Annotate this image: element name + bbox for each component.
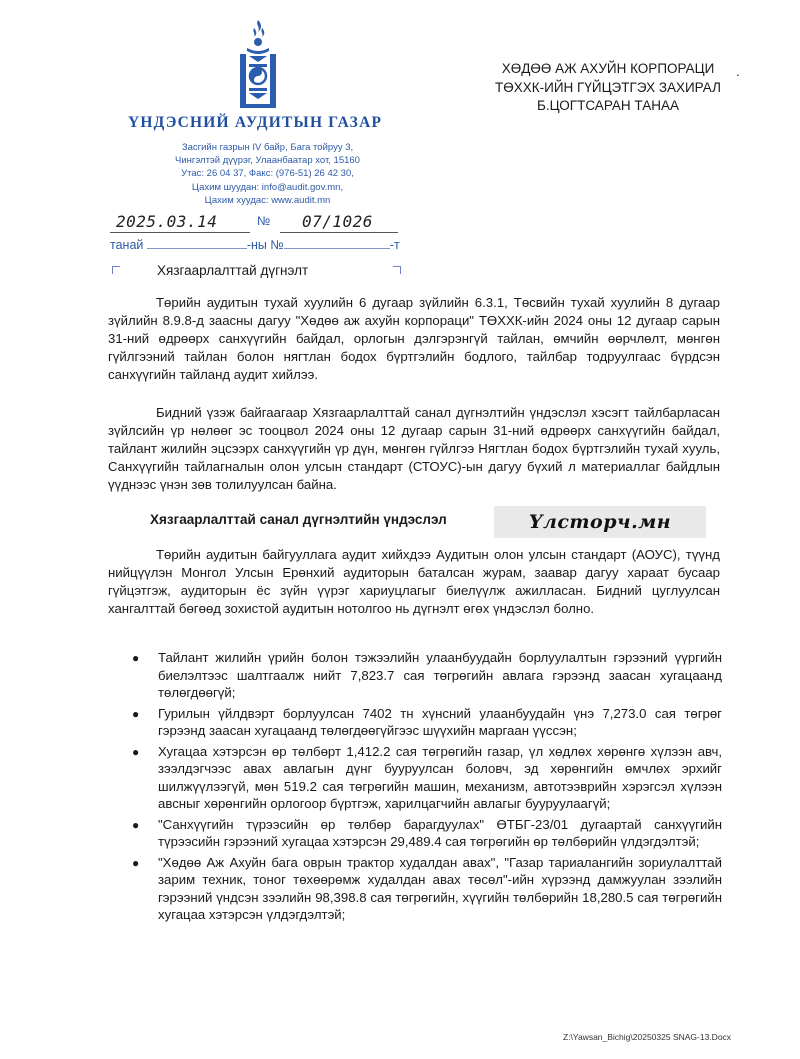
list-item bbox=[130, 743, 722, 813]
paragraph: Төрийн аудитын тухай хуулийн 6 дугаар зүйлийн 6.3.1, Төсвийн тухай хуулийн 8 дугаар зүйлийн 8.9.8-д заасны дагуу "Хөдөө аж ахуйн корпораци" ТӨХХК-ийн 2024 оны 12 дугаар сарын 31-ний өдрөөрх санхүүгийн байдал, орлогын дэлгэрэнгүй тайлан, өмчийн өөрчлөлт, мөнгөн гүйлгээний тайлан болон нягтлан бодох бүртгэлийн бодлого, тайлбар тодруулгаас бүрдсэн санхүүгийн тайланд аудит хийлээ. bbox=[108, 295, 720, 383]
agency-website-line: Цахим хуудас: www.audit.mn bbox=[204, 194, 331, 206]
subject-corner-mark bbox=[393, 266, 401, 274]
agency-address-line: Чингэлтэй дүүрэг, Улаанбаатар хот, 15160 bbox=[175, 155, 360, 167]
bullet-icon: ● bbox=[132, 855, 140, 870]
bullet-icon: ● bbox=[132, 651, 140, 665]
recipient-line: ТӨХХК-ИЙН ГҮЙЦЭТГЭХ ЗАХИРАЛ bbox=[495, 79, 721, 95]
reference-line bbox=[110, 238, 400, 252]
recipient-line: ХӨДӨӨ АЖ АХУЙН КОРПОРАЦИ bbox=[501, 61, 715, 76]
subject-corner-mark bbox=[112, 266, 120, 274]
document-heading: Хязгаарлалттай дүгнэлт bbox=[157, 263, 309, 278]
list-item bbox=[130, 649, 722, 702]
bullet-icon: ● bbox=[132, 744, 140, 759]
agency-phone-line: Утас: 26 04 37, Факс: (976-51) 26 42 30, bbox=[181, 168, 354, 180]
bullet-icon: ● bbox=[132, 706, 140, 721]
date-underline bbox=[110, 232, 250, 233]
letter-date: 2025.03.14 bbox=[116, 212, 218, 231]
reference-prefix: танай bbox=[110, 238, 144, 252]
paragraph: Төрийн аудитын байгууллага аудит хийхдээ Аудитын олон улсын стандарт (АОУС), түүнд нийцүүлэн Монгол Улсын Ерөнхий аудиторын баталсан журам, заавар дагуу хараат бусаар гүйцэтгэж, аудиторын ёс зүйн үүрэг хариуцлагыг биелүүлж ажилласан. Бидний цуглуулсан хангалттай бөгөөд зохистой аудитын нотолгоо нь дүгнэлт өгөх үндэслэл болно. bbox=[108, 547, 720, 617]
agency-address-line: Засгийн газрын IV байр, Бага тойруу 3, bbox=[181, 142, 354, 153]
number-underline bbox=[280, 232, 398, 233]
recipient-block bbox=[478, 60, 738, 116]
soyombo-emblem-icon bbox=[232, 18, 284, 110]
list-item bbox=[130, 705, 722, 740]
agency-name: ҮНДЭСНИЙ АУДИТЫН ГАЗАР bbox=[128, 114, 383, 131]
list-item-text: "Хөдөө Аж Ахуйн бага оврын трактор худалдан авах", "Газар тариалангийн зориулалттай зарим техник, тоног төхөөрөмж худалдан авах төсөл"-ийн хүрээнд дамжуулан зээлийн гэрээний үндсэн зээлийн 98,398.8 сая төгрөгийн, хүүгийн төлбөрийн 18,280.5 сая төгрөгийн хугацаа хэтэрсэн үлдэгдэлтэй; bbox=[158, 854, 722, 922]
list-item-text: Хугацаа хэтэрсэн өр төлбөрт 1,412.2 сая төгрөгийн газар, үл хөдлөх хөрөнгө хүлээн авч, зээлдэгчээс авах авлагын дүнг бууруулсан боловч, эд хөрөнгийн өмчлөх эрхийг шилжүүлээгүй, мөн 519.2 сая төгрөгийн машин, механизм, автотээврийн хэрэгсэл хүлээн авсныг хөрөнгийн орлогоор бүртгэж, харилцагчийн авлагыг бууруулаагүй; bbox=[158, 743, 722, 811]
agency-email-line: Цахим шуудан: info@audit.gov.mn, bbox=[191, 181, 344, 193]
section-heading: Хязгаарлалттай санал дүгнэлтийн үндэслэл bbox=[150, 512, 447, 527]
reference-mid: -ны № bbox=[246, 238, 284, 252]
watermark-logo: Үлсторч.мн bbox=[494, 506, 706, 538]
stray-mark: . bbox=[736, 64, 740, 79]
letter-number: 07/1026 bbox=[302, 212, 373, 231]
letter-number-label: № bbox=[257, 214, 271, 228]
reference-suffix: -т bbox=[389, 238, 400, 252]
list-item-text: Тайлант жилийн үрийн болон тэжээлийн улаанбуудайн борлуулалтын гэрээний үүргийн биелэлтээс шалтгаалж нийт 7,823.7 сая төгрөгийн авлага гэрээнд заасан хугацаанд төлөгдөөгүй; bbox=[158, 650, 722, 700]
list-item-text: Гурилын үйлдвэрт борлуулсан 7402 тн хүнсний улаанбуудайн үнэ 7,273.0 сая төгрөг гэрээнд заасан хугацаанд төлөгдөөгүйгээс шүүхийн маргаан үүссэн; bbox=[158, 705, 722, 738]
list-item-text: "Санхүүгийн түрээсийн өр төлбөр барагдуулах" ӨТБГ-23/01 дугаартай санхүүгийн түрээсийн гэрээний хугацаа хэтэрсэн 29,489.4 сая төгрөгийн өр төлбөрийн үлдэгдэлтэй; bbox=[158, 816, 722, 849]
list-item bbox=[130, 854, 722, 924]
recipient-line: Б.ЦОГТСАРАН ТАНАА bbox=[537, 98, 679, 113]
findings-list bbox=[130, 649, 722, 927]
reference-blank bbox=[147, 238, 247, 249]
reference-blank bbox=[284, 238, 390, 249]
list-item bbox=[130, 816, 722, 851]
file-path-footer: Z:\Yawsan_Bichig\20250325 SNAG-13.Docx bbox=[563, 1032, 732, 1042]
paragraph: Бидний үзэж байгаагаар Хязгаарлалттай санал дүгнэлтийн үндэслэл хэсэгт тайлбарласан зүйлсийн үр нөлөөг эс тооцвол 2024 оны 12 дугаар сарын 31-ний өдрөөрх санхүүгийн байдал, тайлант жилийн эцсээрх санхүүгийн үр дүн, мөнгөн гүйлгээ Нягтлан бодох бүртгэлийн тухай хууль, Санхүүгийн тайлагналын олон улсын стандарт (СТОУС)-ын дагуу бүхий л материаллаг байдлын үүднээс үнэн зөв толилуулсан байна. bbox=[108, 405, 720, 493]
agency-contact-block bbox=[145, 141, 390, 207]
bullet-icon: ● bbox=[132, 817, 140, 832]
